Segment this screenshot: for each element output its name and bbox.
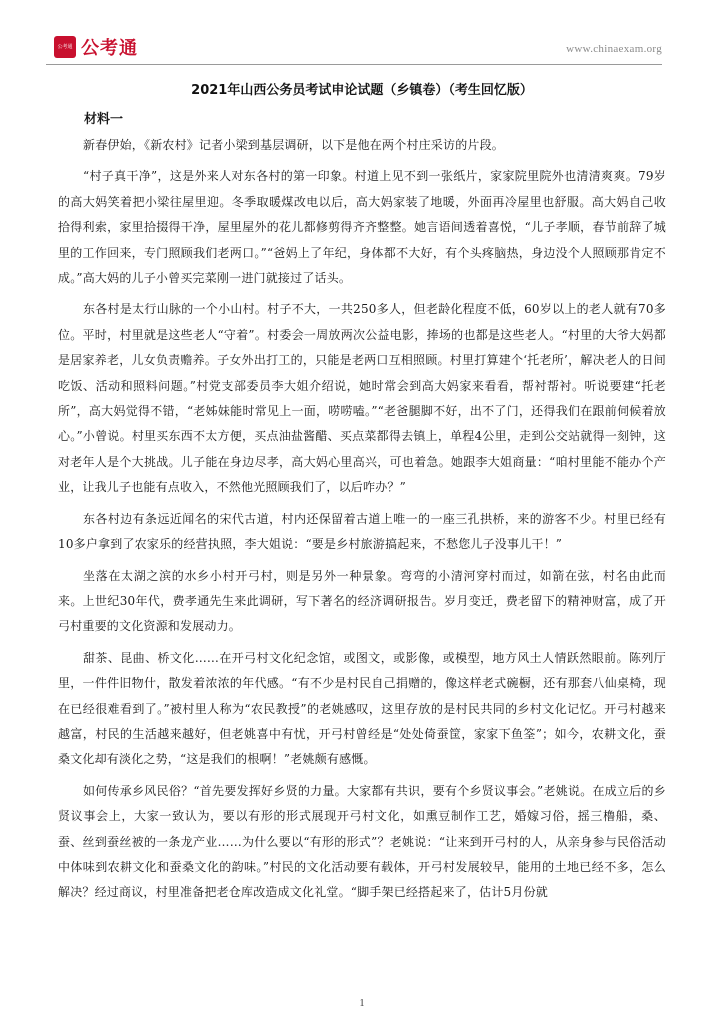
paragraph: “村子真干净”，这是外来人对东各村的第一印象。村道上见不到一张纸片，家家院里院外也清清爽爽。79岁的高大妈笑着把小梁往屋里迎。冬季取暖煤改电以后，高大妈家装了地暖，外面再冷屋里也舒服。高大妈自己收拾得利索，家里拾掇得干净，屋里屋外的花儿都修剪得齐齐整整。她言语间透着喜悦，“儿子孝顺，春节前辞了城里的工作回来，专门照顾我们老两口。”“爸妈上了年纪，身体都不大好，有个头疼脑热，身边没个人照顾那肯定不成。”高大妈的儿子小曾买完菜刚一进门就接过了话头。 xyxy=(58,169,666,286)
paragraph: 东各村边有条远近闻名的宋代古道，村内还保留着古道上唯一的一座三孔拱桥，来的游客不少。村里已经有10多户拿到了农家乐的经营执照，李大姐说：“要是乡村旅游搞起来，不愁您儿子没事儿干！” xyxy=(58,511,666,552)
paragraph: 甜茶、昆曲、桥文化……在开弓村文化纪念馆，或图文，或影像，或模型，地方风土人情跃然眼前。陈列厅里，一件件旧物什，散发着浓浓的年代感。“有不少是村民自己捐赠的，像这样老式碗橱，还有那套八仙桌椅，现在已经很难看到了。”被村里人称为“农民教授”的老姚感叹，这里存放的是村民共同的乡村文化记忆。开弓村越来越富，村民的生活越来越好，但老姚喜中有忧，开弓村曾经是“处处倚蚕筐，家家下鱼筌”；如今，农耕文化，蚕桑文化却有淡化之势，“这是我们的根啊！”老姚颇有感慨。 xyxy=(58,650,666,767)
page-header xyxy=(46,30,662,65)
paragraph: 新春伊始，《新农村》记者小梁到基层调研，以下是他在两个村庄采访的片段。 xyxy=(83,138,505,152)
paragraph: 东各村是太行山脉的一个小山村。村子不大，一共250多人，但老龄化程度不低，60岁以上的老人就有70多位。平时，村里就是这些老人“守着”。村委会一周放两次公益电影，捧场的也都是这些老人。“村里的大爷大妈都是居家养老，儿女负责赡养。子女外出打工的，只能是老两口互相照顾。村里打算建个‘托老所’，解决老人的日间吃饭、活动和照料问题。”村党支部委员李大姐介绍说，她时常会到高大妈家来看看，帮衬帮衬。听说要建“托老所”，高大妈觉得不错，“老姊妹能时常见上一面，唠唠嗑。”“老爸腿脚不好，出不了门，还得我们在跟前伺候着放心。”小曾说。村里买东西不太方便，买点油盐酱醋、买点菜都得去镇上，单程4公里，走到公交站就得一刻钟，这对老年人是个大挑战。儿子能在身边尽孝，高大妈心里高兴，可也着急。她跟李大姐商量：“咱村里能不能办个产业，让我儿子也能有点收入，不然他光照顾我们了，以后咋办？” xyxy=(58,302,666,495)
logo-text: 公考通 xyxy=(81,38,138,59)
site-url[interactable]: www.chinaexam.org xyxy=(566,43,662,55)
paragraph: 如何传承乡风民俗？“首先要发挥好乡贤的力量。大家都有共识，要有个乡贤议事会。”老姚说。在成立后的乡贤议事会上，大家一致认为，要以有形的形式展现开弓村文化，如熏豆制作工艺，婚嫁习俗，摇三橹船，桑、蚕、丝到蚕丝被的一条龙产业……为什么要以“有形的形式”？老姚说：“让来到开弓村的人，从亲身参与民俗活动中体味到农耕文化和蚕桑文化的韵味。”村民的文化活动要有载体，开弓村发展较早，能用的土地已经不多，怎么解决？经过商议，村里准备把老仓库改造成文化礼堂。“脚手架已经搭起来了，估计5月份就 xyxy=(58,783,666,900)
document-title: 2021年山西公务员考试申论试题（乡镇卷）（考生回忆版） xyxy=(191,83,533,98)
paragraph: 坐落在太湖之滨的水乡小村开弓村，则是另外一种景象。弯弯的小清河穿村而过，如箭在弦，村名由此而来。上世纪30年代，费孝通先生来此调研，写下著名的经济调研报告。岁月变迁，费老留下的精神财富，成了开弓村重要的文化资源和发展动力。 xyxy=(58,568,666,634)
logo-badge-icon: 公考通 xyxy=(54,36,76,58)
section-heading: 材料一 xyxy=(84,112,124,127)
document-body xyxy=(58,133,666,912)
logo[interactable] xyxy=(54,36,138,58)
page-number: 1 xyxy=(359,998,365,1009)
